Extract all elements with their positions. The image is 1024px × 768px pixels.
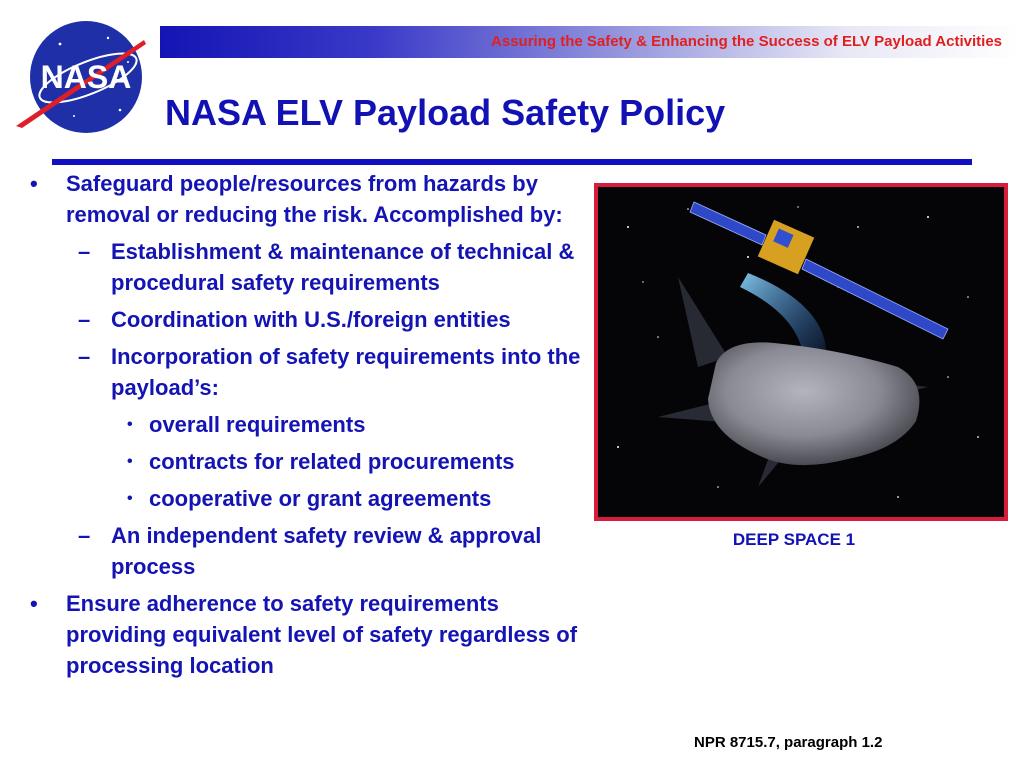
deep-space-1-image bbox=[594, 183, 1008, 521]
dash-marker: – bbox=[78, 344, 91, 369]
title-divider bbox=[52, 159, 972, 165]
sub-sub-bullet-item bbox=[111, 483, 590, 514]
sub-bullet-item bbox=[66, 236, 590, 298]
page-title: NASA ELV Payload Safety Policy bbox=[165, 92, 726, 133]
bullet-item bbox=[30, 168, 590, 582]
bullet-list bbox=[30, 168, 590, 687]
image-caption: DEEP SPACE 1 bbox=[732, 530, 856, 549]
sub-sub-bullet-item bbox=[111, 409, 590, 440]
dot-marker: • bbox=[127, 416, 133, 433]
sub-bullet-text: Incorporation of safety requirements into the payload’s: bbox=[111, 344, 581, 400]
sub-bullet-item bbox=[66, 304, 590, 335]
sub-sub-bullet-text: cooperative or grant agreements bbox=[149, 486, 492, 511]
sub-sub-bullet-item bbox=[111, 446, 590, 477]
bullet-item bbox=[30, 588, 590, 681]
sub-bullet-text: An independent safety review & approval process bbox=[111, 523, 542, 579]
sub-bullet-item bbox=[66, 520, 590, 582]
sub-bullet-item bbox=[66, 341, 590, 514]
sub-sub-bullet-text: overall requirements bbox=[149, 412, 366, 437]
banner-tagline: Assuring the Safety & Enhancing the Success of ELV Payload Activities bbox=[491, 33, 1002, 50]
bullet-text: Ensure adherence to safety requirements providing equivalent level of safety regardless of processing location bbox=[66, 591, 578, 678]
sub-bullet-list bbox=[66, 236, 590, 582]
sub-bullet-text: Establishment & maintenance of technical & procedural safety requirements bbox=[111, 239, 575, 295]
dash-marker: – bbox=[78, 239, 91, 264]
sub-sub-bullet-text: contracts for related procurements bbox=[149, 449, 515, 474]
reference-citation: NPR 8715.7, paragraph 1.2 bbox=[694, 734, 883, 751]
dot-marker: • bbox=[127, 490, 133, 507]
svg-text:NASA: NASA bbox=[40, 59, 132, 95]
bullet-marker: • bbox=[30, 171, 38, 196]
dash-marker: – bbox=[78, 523, 91, 548]
dot-marker: • bbox=[127, 453, 133, 470]
nasa-logo-icon bbox=[16, 18, 156, 136]
bullet-text: Safeguard people/resources from hazards by removal or reducing the risk. Accomplished by: bbox=[66, 171, 563, 227]
dash-marker: – bbox=[78, 307, 91, 332]
sub-bullet-text: Coordination with U.S./foreign entities bbox=[111, 307, 511, 332]
header-banner bbox=[160, 26, 1020, 58]
bullet-marker: • bbox=[30, 591, 38, 616]
